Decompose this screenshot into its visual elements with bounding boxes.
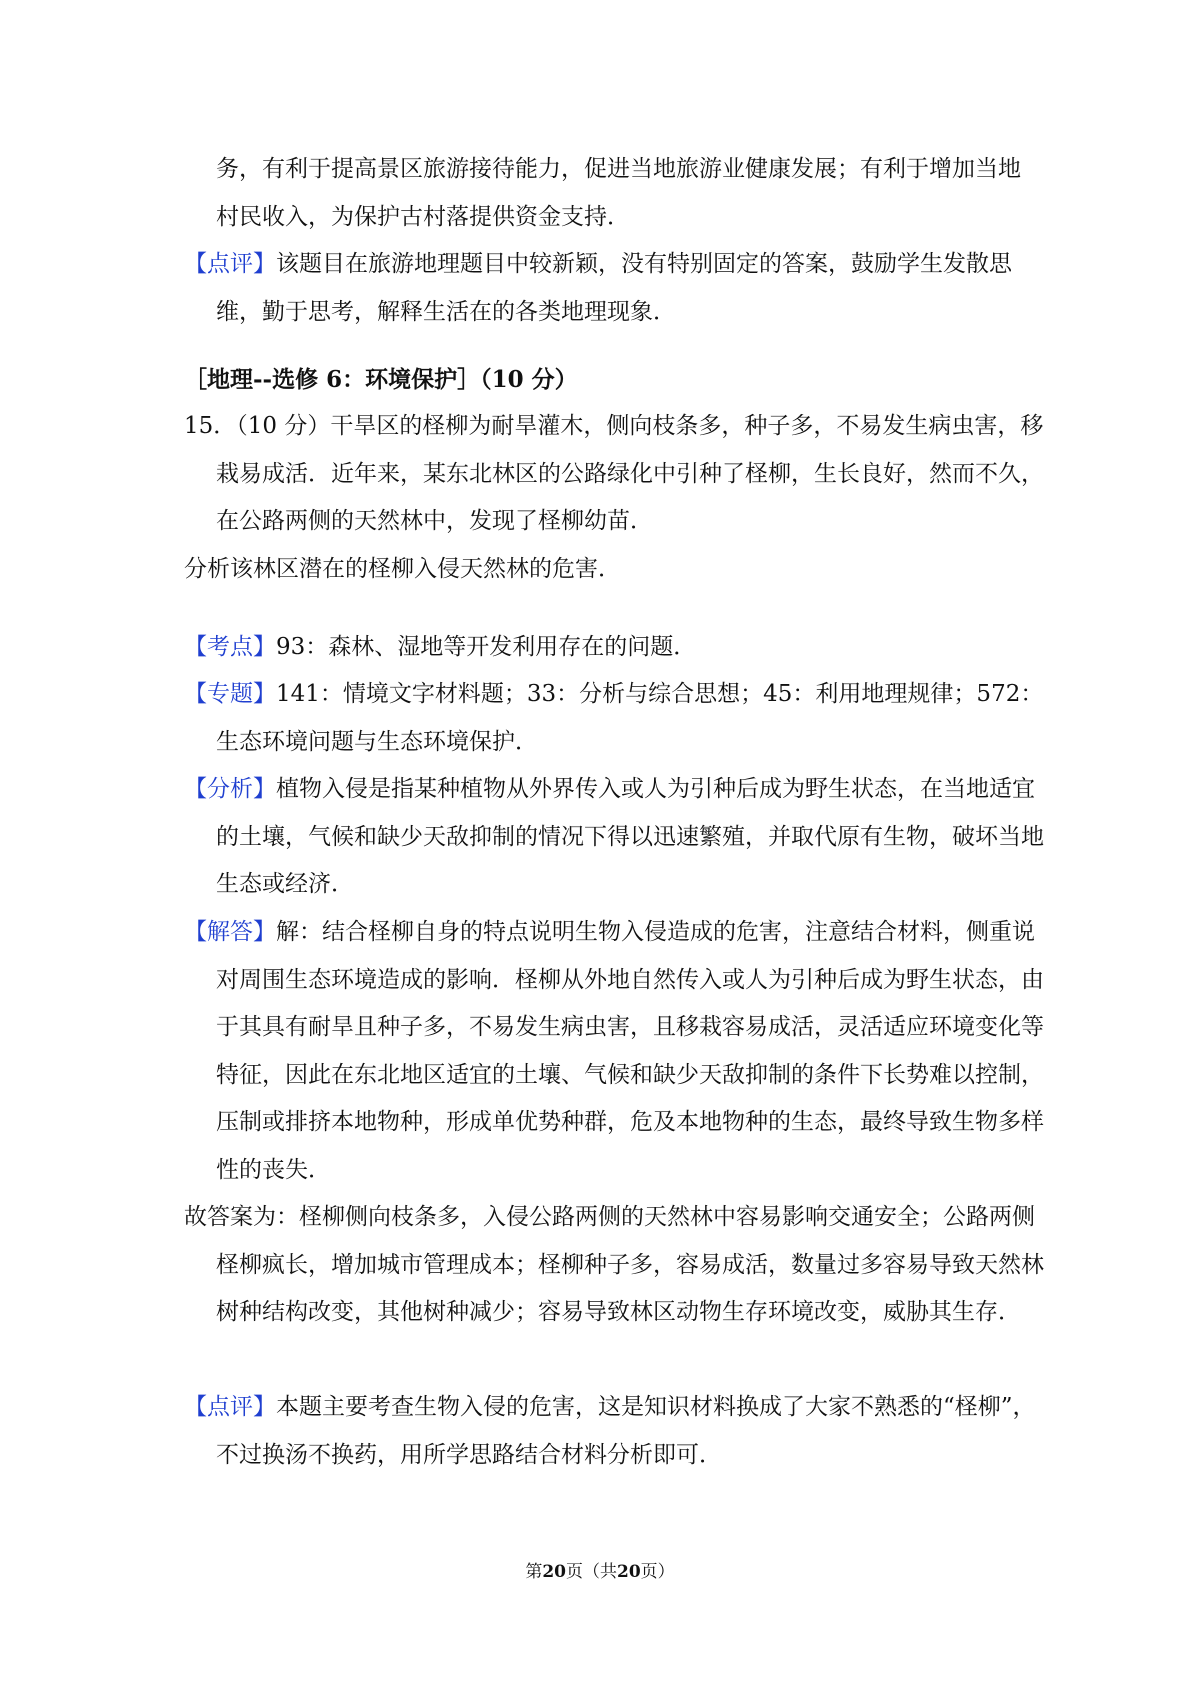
- zhuanti-text: 141：情境文字材料题；33：分析与综合思想；45：利用地理规律；572：生态环境问题与生态环境保护．: [216, 681, 1044, 755]
- footer-page-number: 20: [542, 1562, 566, 1582]
- jieda-tag: 【解答】: [184, 919, 276, 945]
- prev-answer-continuation: [184, 146, 1024, 241]
- kaodian-text: 93：森林、湿地等开发利用存在的问题．: [276, 634, 697, 660]
- fenxi-section: [184, 766, 1056, 909]
- zhuanti-tag: 【专题】: [184, 681, 276, 707]
- zhuanti-section: [184, 671, 1056, 766]
- question-number: 15．: [184, 413, 237, 439]
- question-15: [184, 403, 1056, 546]
- footer-suffix: 页）: [640, 1562, 675, 1582]
- answer-section: [184, 1194, 1056, 1337]
- jieda-text: 解：结合柽柳自身的特点说明生物入侵造成的危害，注意结合材料，侧重说对周围生态环境造成的影响．柽柳从外地自然传入或人为引种后成为野生状态，由于其具有耐旱且种子多，不易发生病虫害，且移栽容易成活，灵活适应环境变化等特征，因此在东北地区适宜的土壤、气候和缺少天敌抑制的条件下长势难以控制，压制或排挤本地物种，形成单优势种群，危及本地物种的生态，最终导致生物多样性的丧失．: [216, 919, 1044, 1183]
- question-ask: [184, 546, 1024, 594]
- dianping-tag: 【点评】: [184, 1394, 276, 1420]
- kaodian-section: [184, 624, 1056, 672]
- question-ask-text: 分析该林区潜在的柽柳入侵天然林的危害．: [184, 556, 621, 582]
- jieda-section: [184, 909, 1056, 1194]
- footer-total-pages: 20: [617, 1562, 641, 1582]
- dianping-section: [184, 1384, 1056, 1479]
- question-stem: （10 分）干旱区的柽柳为耐旱灌木，侧向枝条多，种子多，不易发生病虫害，移栽易成活．近年来，某东北林区的公路绿化中引种了柽柳，生长良好，然而不久，在公路两侧的天然林中，发现了柽柳幼苗．: [216, 413, 1044, 534]
- section-heading: [184, 356, 1024, 404]
- footer-prefix: 第: [525, 1562, 543, 1582]
- prev-answer-text: 务，有利于提高景区旅游接待能力，促进当地旅游业健康发展；有利于增加当地村民收入，为保护古村落提供资金支持．: [216, 156, 1021, 230]
- fenxi-tag: 【分析】: [184, 776, 276, 802]
- prev-comment: [184, 241, 1056, 336]
- section-heading-text: ［地理--选修 6：环境保护］（10 分）: [184, 366, 578, 393]
- comment-tag: 【点评】: [184, 251, 276, 277]
- answer-text: 故答案为：柽柳侧向枝条多，入侵公路两侧的天然林中容易影响交通安全；公路两侧柽柳疯长，增加城市管理成本；柽柳种子多，容易成活，数量过多容易导致天然林树种结构改变，其他树种减少；容易导致林区动物生存环境改变，威胁其生存．: [184, 1204, 1044, 1325]
- comment-text: 该题目在旅游地理题目中较新颖，没有特别固定的答案，鼓励学生发散思维，勤于思考，解释生活在的各类地理现象．: [216, 251, 1012, 325]
- dianping-text: 本题主要考查生物入侵的危害，这是知识材料换成了大家不熟悉的“柽柳”，不过换汤不换药，用所学思路结合材料分析即可．: [216, 1394, 1036, 1468]
- kaodian-tag: 【考点】: [184, 634, 276, 660]
- page-footer: [0, 1560, 1200, 1584]
- fenxi-text: 植物入侵是指某种植物从外界传入或人为引种后成为野生状态，在当地适宜的土壤，气候和缺少天敌抑制的情况下得以迅速繁殖，并取代原有生物，破坏当地生态或经济．: [216, 776, 1044, 897]
- footer-middle: 页（共: [566, 1562, 617, 1582]
